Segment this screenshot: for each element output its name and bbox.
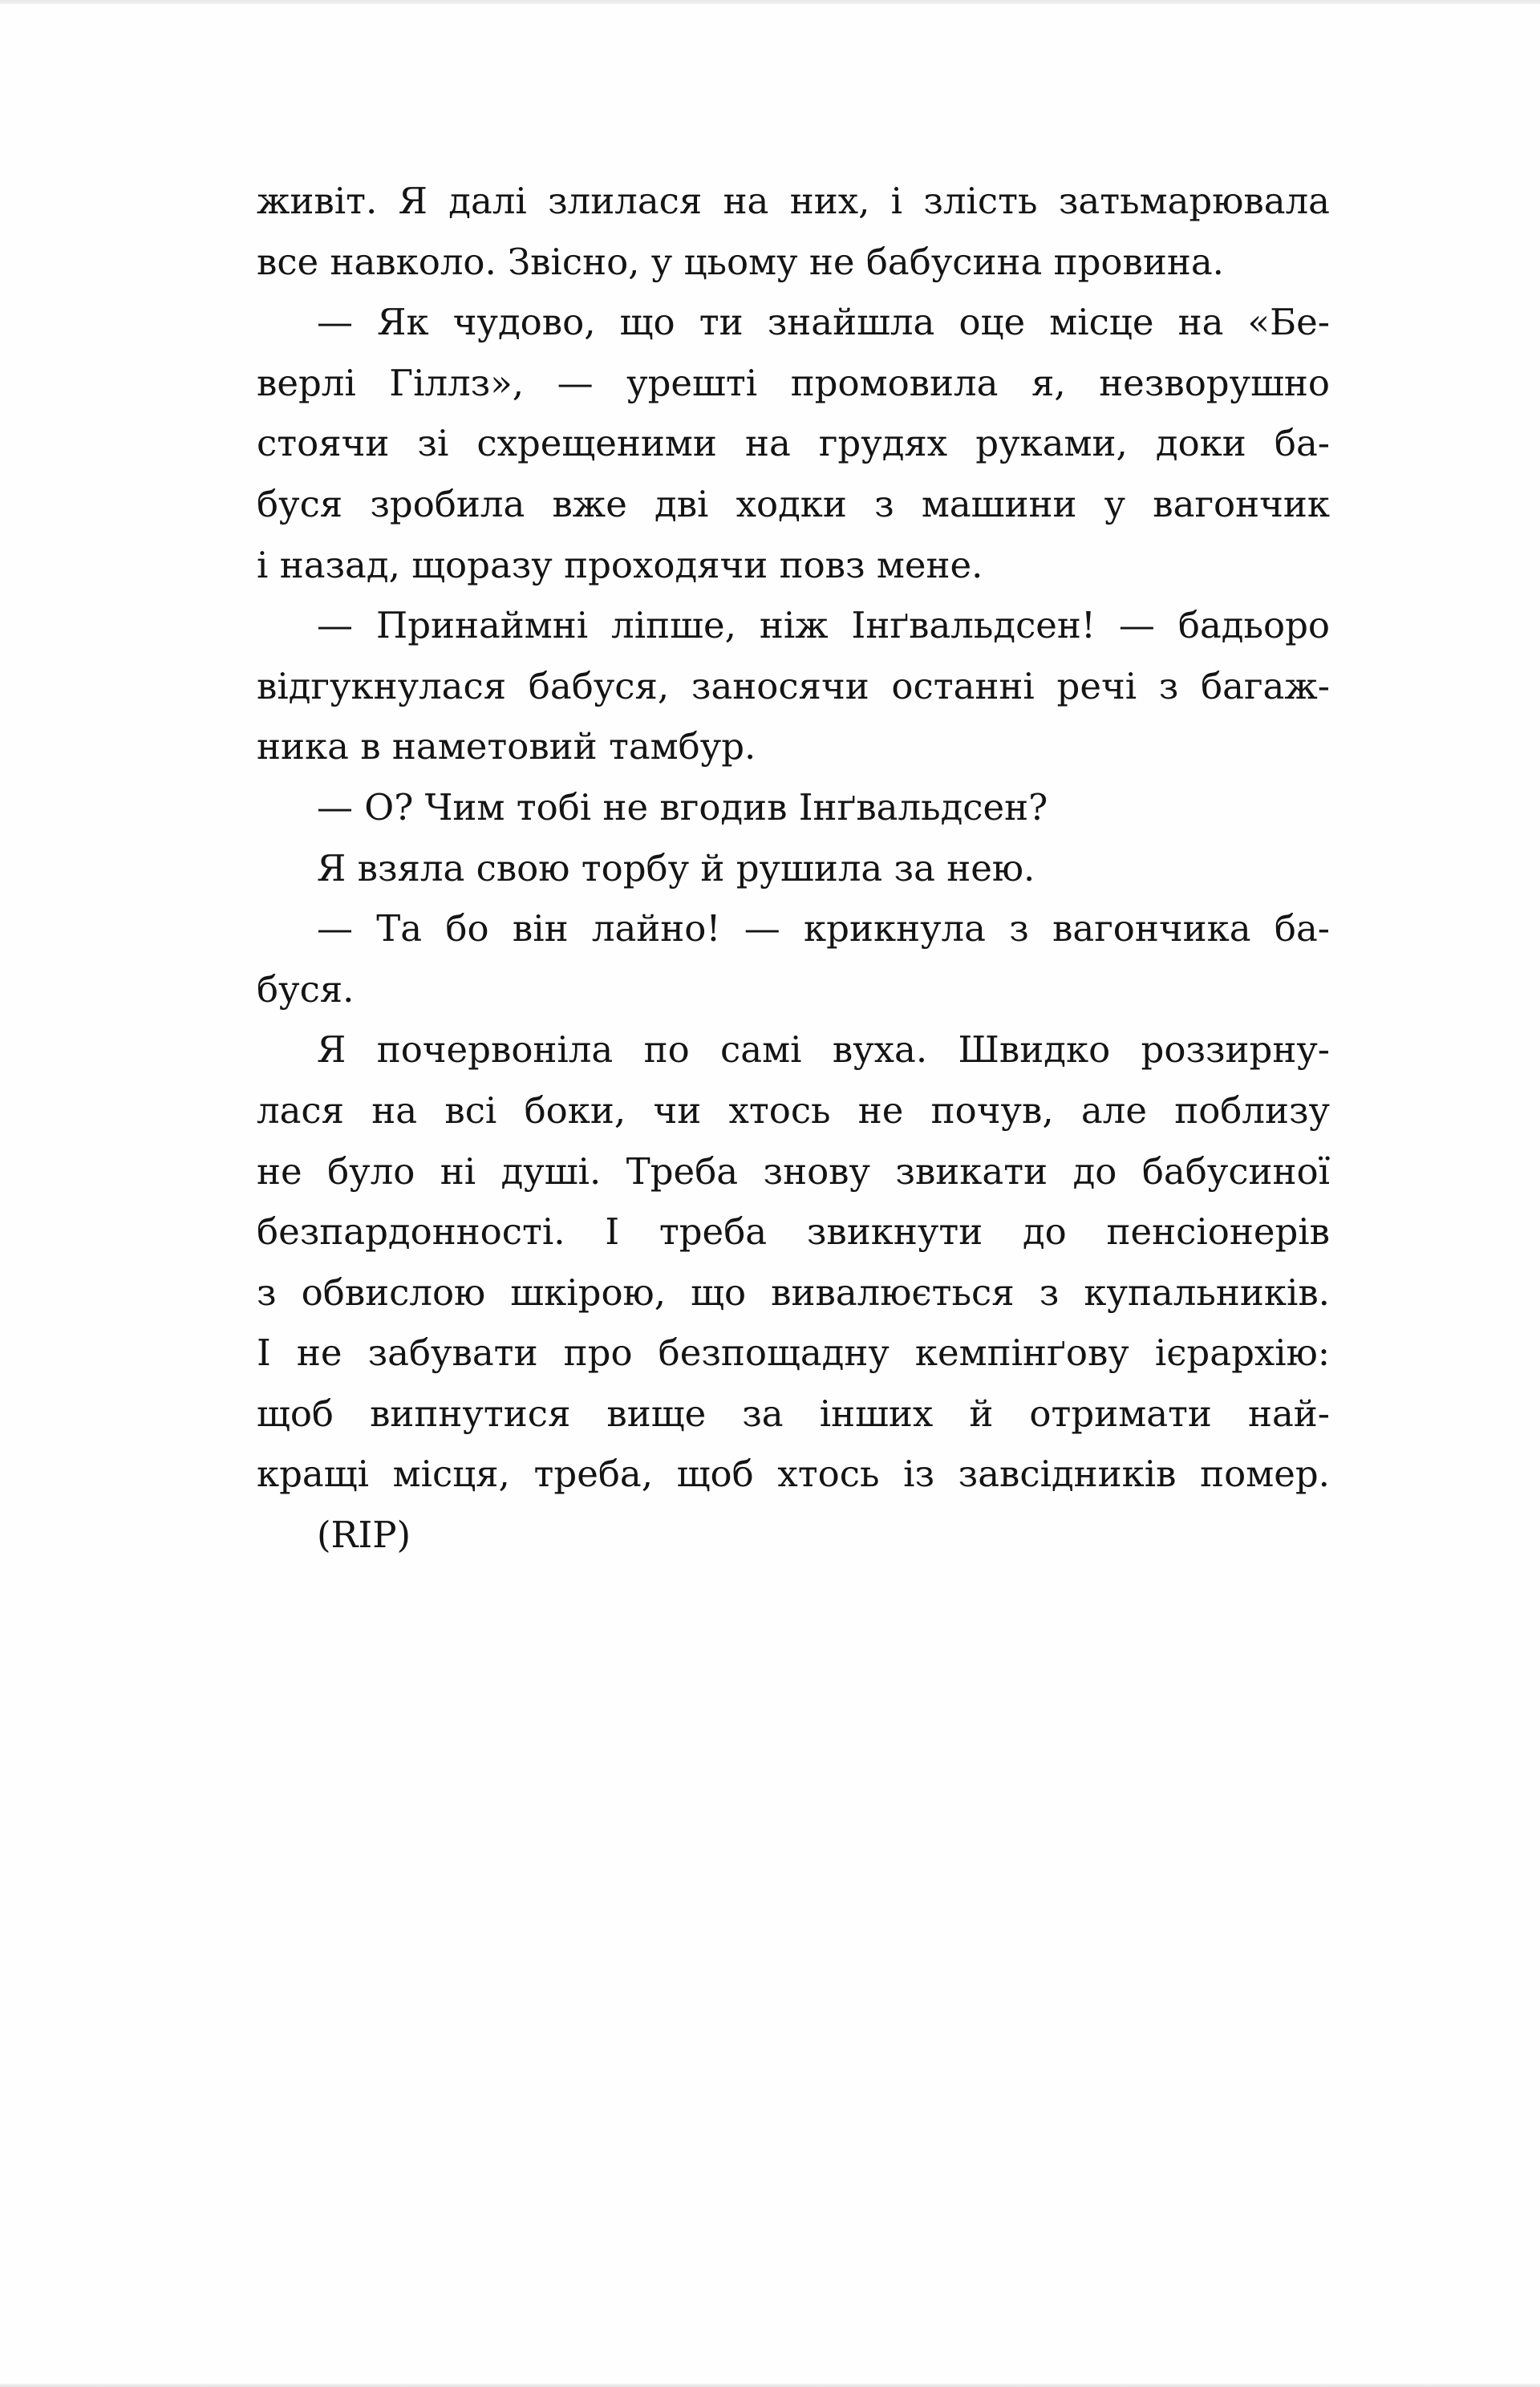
text-line: ника в наметовий тамбур. (257, 725, 756, 768)
text-line: стоячи зі схрещеними на грудях руками, доки ба- (257, 422, 1330, 465)
text-line: щоб випнутися вище за інших й отримати най- (257, 1392, 1330, 1435)
text-line: — Принаймні ліпше, ніж Інґвальдсен! — бадьоро (317, 604, 1330, 647)
text-line: — Як чудово, що ти знайшла оце місце на «Бе- (317, 301, 1330, 344)
text-line: і назад, щоразу проходячи повз мене. (257, 543, 983, 586)
text-line: Я почервоніла по самі вуха. Швидко роззирну- (317, 1028, 1330, 1072)
text-line: кращі місця, треба, щоб хтось із завсідників помер. (257, 1453, 1330, 1496)
text-line: — Та бо він лайно! — крикнула з вагончика ба- (317, 907, 1330, 950)
text-line: Я взяла свою торбу й рушила за нею. (317, 846, 1035, 890)
text-line: лася на всі боки, чи хтось не почув, але поблизу (257, 1088, 1330, 1132)
text-line: не було ні душі. Треба знову звикати до бабусиної (257, 1149, 1330, 1193)
text-line: все навколо. Звісно, у цьому не бабусина провина. (257, 240, 1224, 283)
text-line: буся зробила вже дві ходки з машини у вагончик (257, 482, 1330, 525)
text-line: верлі Гіллз», — урешті промовила я, незворушно (257, 361, 1330, 404)
text-line: живіт. Я далі злилася на них, і злість затьмарювала (257, 180, 1330, 222)
text-line: з обвислою шкірою, що вивалюється з купальників. (257, 1270, 1330, 1314)
top-edge-bar (0, 0, 1540, 4)
bottom-edge-bar (0, 2384, 1540, 2387)
text-line: (RIP) (317, 1514, 411, 1557)
text-line: І не забувати про безпощадну кемпінґову ієрархію: (257, 1331, 1330, 1375)
text-line: відгукнулася бабуся, заносячи останні речі з багаж- (257, 664, 1330, 707)
text-line: безпардонності. І треба звикнути до пенсіонерів (257, 1210, 1330, 1254)
page-text (257, 171, 1330, 1566)
text-line: — О? Чим тобі не вгодив Інґвальдсен? (317, 785, 1048, 829)
text-line: буся. (257, 967, 355, 1011)
